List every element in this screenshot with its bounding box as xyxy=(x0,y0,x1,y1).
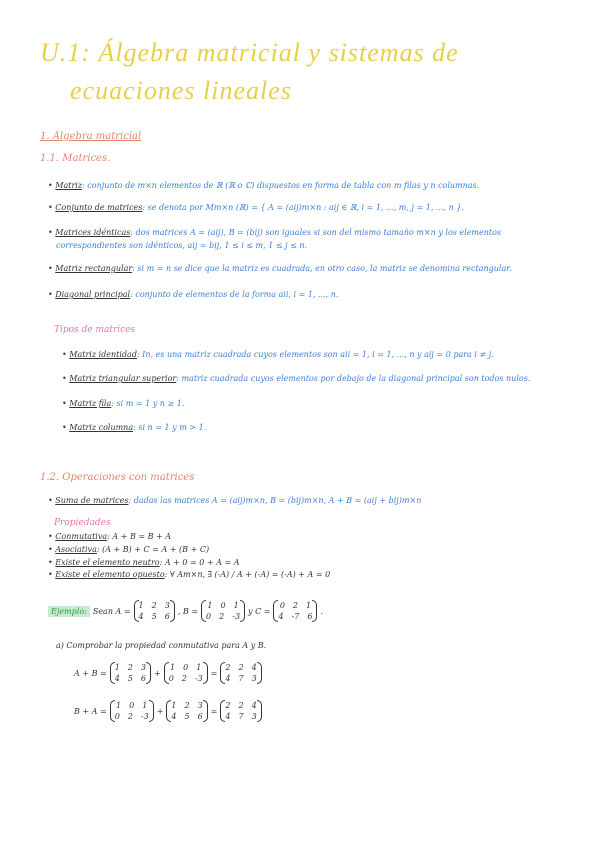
page-title-line2: ecuaciones lineales xyxy=(70,76,292,105)
list-item: • Diagonal principal: conjunto de elementos de la forma aii, i = 1, ..., n. xyxy=(48,290,339,299)
list-item: • Suma de matrices: dadas las matrices A = (aij)m×n, B = (bij)m×n, A + B = (aij + bij)m×n xyxy=(48,496,422,505)
equation-a-plus-b: A + B = 1 2 3 4 5 6 + 1 0 1 0 2 -3 = 2 2 4 4 7 3 xyxy=(74,662,262,684)
page-title: U.1: Álgebra matricial y sistemas de xyxy=(40,38,459,67)
props-heading: Propiedades xyxy=(54,518,111,528)
list-item: • Matriz triangular superior: matriz cuadrada cuyos elementos por debajo de la diagonal principal son todos nulos. xyxy=(62,374,531,383)
matrix-a: 1 2 3 4 5 6 xyxy=(166,700,207,722)
example-label: Ejemplo: xyxy=(48,606,90,617)
list-item: • Matriz fila: si m = 1 y n ≥ 1. xyxy=(62,399,185,408)
matrix-a: 1 2 3 4 5 6 xyxy=(134,600,175,622)
list-item: • Existe el elemento opuesto: ∀ Am×n, ∃ (-A) / A + (-A) = (-A) + A = 0 xyxy=(48,570,331,579)
section-heading: 1. Álgebra matricial xyxy=(40,131,142,142)
matrix-c: 0 2 1 4 -7 6 xyxy=(273,600,317,622)
list-item-continuation: correspondientes son idénticos, aij = bij, 1 ≤ i ≤ m, 1 ≤ j ≤ n. xyxy=(56,241,308,250)
matrix-sum: 2 2 4 4 7 3 xyxy=(220,700,261,722)
matrix-b: 1 0 1 0 2 -3 xyxy=(201,600,245,622)
list-item: • Matriz columna: si n = 1 y m > 1. xyxy=(62,423,207,432)
matrix-sum: 2 2 4 4 7 3 xyxy=(220,662,261,684)
list-item: • Existe el elemento neutro: A + 0 = 0 + A = A xyxy=(48,558,240,567)
list-item: • Asociativa: (A + B) + C = A + (B + C) xyxy=(48,545,210,554)
exercise-part-a: a) Comprobar la propiedad conmutativa para A y B. xyxy=(56,641,267,650)
matrix-b: 1 0 1 0 2 -3 xyxy=(110,700,154,722)
matrix-b: 1 0 1 0 2 -3 xyxy=(164,662,208,684)
list-item: • Matriz identidad: In, es una matriz cuadrada cuyos elementos son aii = 1, i = 1, ..., n y aij = 0 para i ≠ j. xyxy=(62,350,494,359)
matrix-a: 1 2 3 4 5 6 xyxy=(110,662,151,684)
types-heading: Tipos de matrices xyxy=(54,325,136,335)
equation-b-plus-a: B + A = 1 0 1 0 2 -3 + 1 2 3 4 5 6 = 2 2 4 4 7 3 xyxy=(74,700,262,722)
list-item: • Matrices idénticas: dos matrices A = (aij), B = (bij) son iguales si son del mismo tamaño m×n y los elementos xyxy=(48,228,502,237)
section-heading-2: 1.2. Operaciones con matrices xyxy=(40,472,195,483)
subsection-heading: 1.1. Matrices. xyxy=(40,153,111,164)
example-line: Ejemplo: Sean A = 1 2 3 4 5 6 , B = 1 0 1 0 2 -3 y C = 0 2 1 4 -7 6 . xyxy=(48,600,323,622)
list-item: • Matriz: conjunto de m×n elementos de ℝ (ℝ o ℂ) dispuestos en forma de tabla con m filas y n columnas. xyxy=(48,181,480,190)
list-item: • Conjunto de matrices: se denota por Mm×n (ℝ) = { A = (aij)m×n : aij ∈ ℝ, i = 1, ..., m, j = 1, ..., n }. xyxy=(48,203,464,212)
list-item: • Conmutativa: A + B = B + A xyxy=(48,532,172,541)
list-item: • Matriz rectangular: si m = n se dice que la matriz es cuadrada, en otro caso, la matriz se denomina rectangular. xyxy=(48,264,512,273)
